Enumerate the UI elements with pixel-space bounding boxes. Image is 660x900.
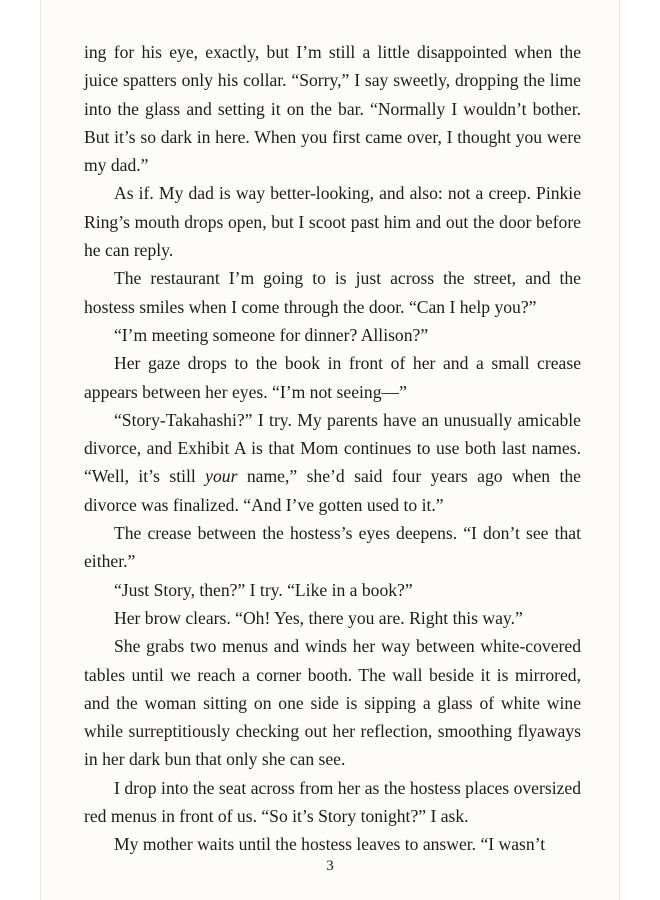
book-page — [40, 0, 620, 900]
paragraph-9: Her brow clears. “Oh! Yes, there you are. Right this way.” — [114, 607, 523, 628]
paragraph-1: ing for his eye, exactly, but I’m still a little disappointed when the juice spatters only his collar. “Sorry,” I say sweetly, dropping the lime into the glass and setting it on the bar. “Normally I wouldn’t bother. But it’s so dark in here. When you first came over, I thought you were my dad.” — [84, 42, 581, 176]
paragraph-6-after: name,” she’d said four years ago when the divorce was finalized. “And I’ve gotten used to it.” — [84, 466, 581, 515]
paragraph-2: As if. My dad is way better-looking, and also: not a creep. Pinkie Ring’s mouth drops open, but I scoot past him and out the door before he can reply. — [84, 183, 581, 261]
paragraph-7: The crease between the hostess’s eyes deepens. “I don’t see that either.” — [84, 523, 581, 572]
paragraph-8: “Just Story, then?” I try. “Like in a book?” — [114, 579, 413, 600]
paragraph-6-before: “Story-Takahashi?” I try. My parents have an unusually amicable divorce, and Exhibit A is that Mom continues to use both last names. “Well, it’s still — [84, 409, 581, 487]
paragraph-3: The restaurant I’m going to is just across the street, and the hostess smiles when I come through the door. “Can I help you?” — [84, 268, 581, 317]
emphasis-your: your — [205, 466, 238, 487]
body-text — [84, 38, 581, 859]
paragraph-10: She grabs two menus and winds her way between white-covered tables until we reach a corner booth. The wall beside it is mirrored, and the woman sitting on one side is sipping a glass of white wine while surreptitiously checking out her reflection, smoothing flyaways in her dark bun that only she can see. — [84, 636, 581, 770]
page-number: 3 — [326, 858, 334, 874]
paragraph-5: Her gaze drops to the book in front of her and a small crease appears between her eyes. “I’m not seeing—” — [84, 353, 581, 402]
paragraph-11: I drop into the seat across from her as the hostess places oversized red menus in front of us. “So it’s Story tonight?” I ask. — [84, 777, 581, 827]
paragraph-4: “I’m meeting someone for dinner? Allison?” — [114, 324, 429, 345]
paragraph-6 — [84, 406, 581, 519]
paragraph-12: My mother waits until the hostess leaves to answer. “I wasn’t — [114, 834, 546, 855]
